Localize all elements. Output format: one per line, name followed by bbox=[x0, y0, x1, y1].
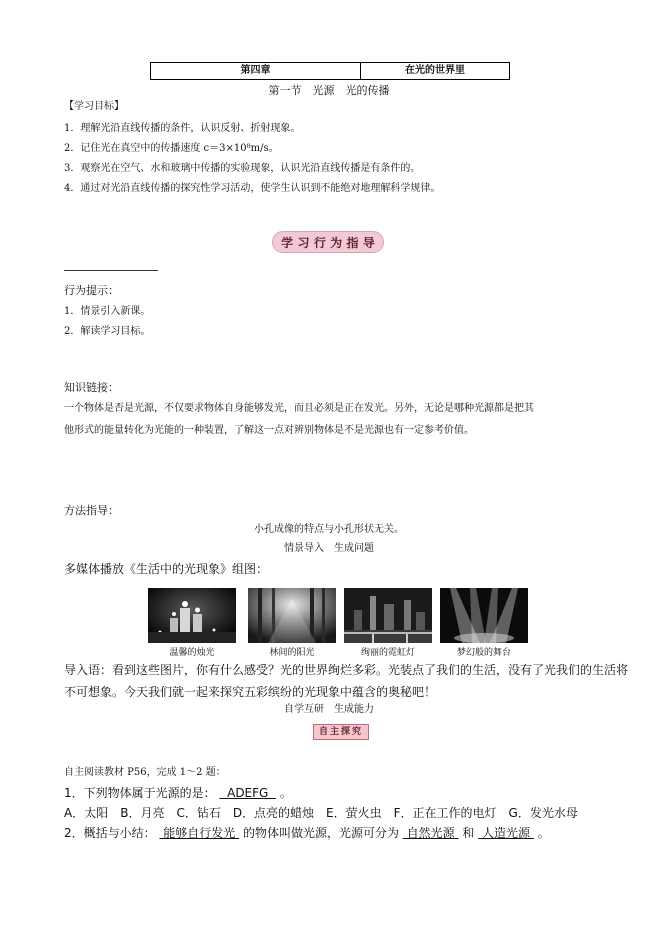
self-study-subtitle: 自学互研 生成能力 bbox=[284, 704, 374, 715]
knowledge-heading: 知识链接： bbox=[64, 381, 119, 394]
photo-caption: 梦幻般的舞台 bbox=[456, 648, 511, 658]
goal-item-2: 2．记住光在真空中的传播速度 c＝3×10⁸m/s。 bbox=[64, 143, 279, 154]
chapter-label: 第四章 bbox=[151, 63, 361, 79]
banner-char: 习 bbox=[297, 235, 310, 250]
q2-mid-1: 的物体叫做光源，光源可分为 bbox=[242, 826, 399, 840]
method-heading: 方法指导： bbox=[64, 504, 119, 517]
chapter-header-table bbox=[150, 62, 510, 80]
intro-line-2: 不可想象。今天我们就一起来探究五彩缤纷的光现象中蕴含的奥秘吧！ bbox=[64, 685, 437, 699]
question-1 bbox=[64, 785, 292, 802]
q2-blank-1 bbox=[159, 826, 239, 840]
stage-lights-graphic bbox=[440, 588, 528, 643]
q1-answer-blank bbox=[219, 786, 276, 800]
q1-answer: ADEFG bbox=[227, 786, 269, 800]
stage-lights-photo bbox=[440, 588, 528, 643]
q2-blank-2 bbox=[403, 826, 459, 840]
q1-prefix: 1．下列物体属于光源的是： bbox=[64, 786, 216, 800]
tip-item-2: 2．解读学习目标。 bbox=[64, 326, 151, 337]
candles-photo bbox=[148, 588, 236, 643]
method-center-line-1: 小孔成像的特点与小孔形状无关。 bbox=[254, 524, 404, 535]
goal-item-3: 3．观察光在空气、水和玻璃中传播的实验现象，认识光沿直线传播是有条件的。 bbox=[64, 163, 421, 174]
goal-item-4: 4．通过对光沿直线传播的探究性学习活动，使学生认识到不能绝对地理解科学规律。 bbox=[64, 183, 441, 194]
study-guide-banner bbox=[272, 231, 384, 253]
knowledge-line-2: 他形式的能量转化为光能的一种装置，了解这一点对辨别物体是不是光源也有一定参考价值。 bbox=[64, 425, 474, 436]
q2-answer-2: 自然光源 bbox=[406, 826, 455, 840]
q2-suffix: 。 bbox=[537, 826, 550, 840]
media-intro: 多媒体播放《生活中的光现象》组图： bbox=[64, 562, 269, 576]
method-center-line-2: 情景导入 生成问题 bbox=[284, 543, 374, 554]
photo-caption: 温馨的烛光 bbox=[169, 648, 215, 658]
knowledge-line-1: 一个物体是否是光源，不仅要求物体自身能够发光，而且必须是正在发光。另外，无论是哪种光源都是把其 bbox=[64, 403, 534, 414]
tips-heading: 行为提示： bbox=[64, 284, 119, 297]
tip-item-1: 1．情景引入新课。 bbox=[64, 306, 151, 317]
photo-caption: 林间的阳光 bbox=[269, 648, 315, 658]
forest-sunlight-photo bbox=[248, 588, 336, 643]
banner-char: 学 bbox=[281, 235, 294, 250]
q1-suffix: 。 bbox=[279, 786, 292, 800]
intro-line-1: 导入语：看到这些图片，你有什么感受？光的世界绚烂多彩。光装点了我们的生活，没有了光我们的生活将 bbox=[64, 663, 629, 677]
photo-caption: 绚丽的霓虹灯 bbox=[360, 648, 415, 658]
goal-item-1: 1．理解光沿直线传播的条件，认识反射、折射现象。 bbox=[64, 123, 301, 134]
q2-mid-2: 和 bbox=[462, 826, 475, 840]
banner-char: 为 bbox=[330, 235, 343, 250]
banner-char: 指 bbox=[346, 235, 359, 250]
self-explore-label: 自主探究 bbox=[313, 724, 369, 740]
neon-city-graphic bbox=[344, 588, 432, 643]
neon-city-photo bbox=[344, 588, 432, 643]
candles-photo-graphic bbox=[148, 588, 236, 643]
chapter-title: 在光的世界里 bbox=[405, 65, 465, 76]
banner-char: 导 bbox=[362, 235, 375, 250]
q2-answer-3: 人造光源 bbox=[481, 826, 530, 840]
q1-options: A．太阳 B．月亮 C．钻石 D．点亮的蜡烛 E．萤火虫 F．正在工作的电灯 G．发光水母 bbox=[64, 806, 578, 820]
goals-heading: 【学习目标】 bbox=[64, 101, 124, 112]
q2-prefix: 2．概括与小结： bbox=[64, 826, 156, 840]
section-title: 第一节 光源 光的传播 bbox=[268, 84, 390, 97]
question-2 bbox=[64, 825, 550, 842]
divider-line bbox=[64, 270, 158, 271]
forest-sunlight-graphic bbox=[248, 588, 336, 643]
q2-answer-1: 能够自行发光 bbox=[163, 826, 236, 840]
banner-char: 行 bbox=[313, 235, 326, 250]
q2-blank-3 bbox=[478, 826, 534, 840]
read-task: 自主阅读教材 P56，完成 1～2 题： bbox=[64, 767, 226, 778]
